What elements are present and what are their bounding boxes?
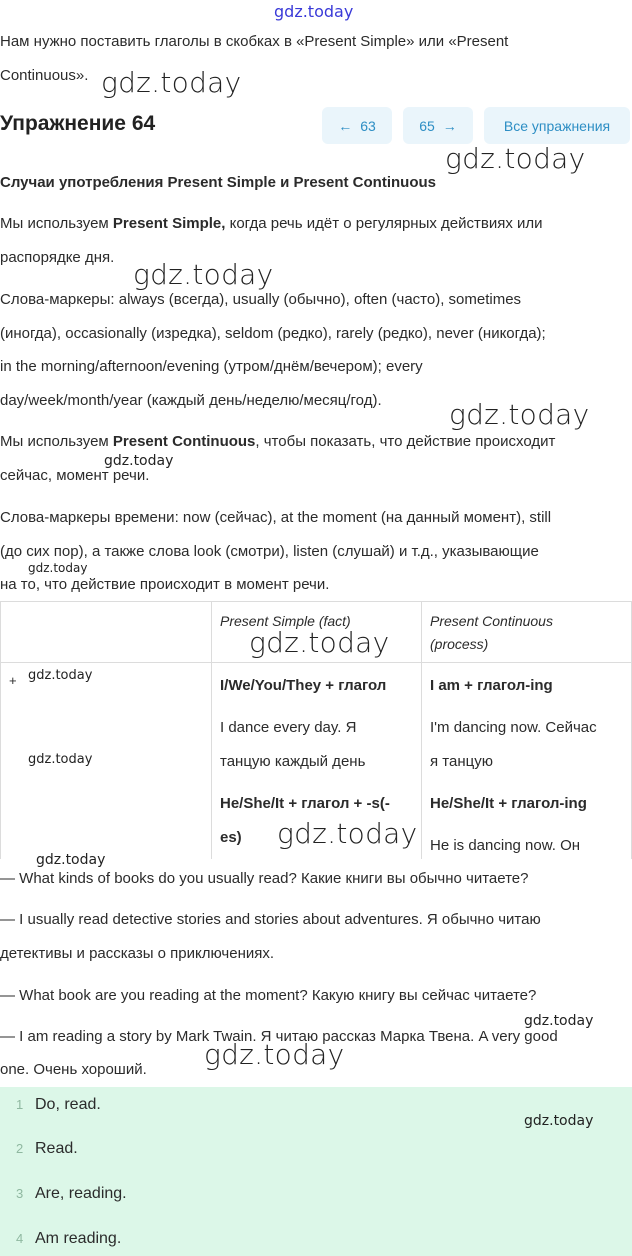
watermark: gdz.today <box>28 561 88 575</box>
watermark: gdz.today <box>249 626 390 659</box>
watermark: gdz.today <box>204 1038 345 1071</box>
watermark: gdz.today <box>101 66 242 99</box>
dialogue-line: — What book are you reading at the moment? Какую книгу вы сейчас читаете? <box>0 987 537 1004</box>
present-continuous-usage-cont: сейчас, момент речи. <box>0 467 150 484</box>
dialogue-line: детективы и рассказы о приключениях. <box>0 945 275 962</box>
present-simple-usage-cont: распорядке дня. <box>0 249 115 266</box>
watermark: gdz.today <box>445 142 586 175</box>
present-continuous-cell: I am + глагол-ing I'm dancing now. Сейчас я танцую He/She/It + глагол-ing He is dancing now. Он <box>422 663 632 864</box>
table-header-empty <box>1 602 212 663</box>
all-exercises-label: Все упражнения <box>503 117 611 134</box>
prev-exercise-label: 63 <box>360 117 376 134</box>
answer-item: 2 Read. <box>16 1140 78 1157</box>
answer-item: 4 Am reading. <box>16 1230 122 1247</box>
watermark: gdz.today <box>133 258 274 291</box>
present-continuous-usage: Мы используем Present Continuous, чтобы показать, что действие происходит <box>0 433 556 450</box>
dialogue-line: one. Очень хороший. <box>0 1061 147 1078</box>
table-row-label: + <box>1 663 212 864</box>
watermark: gdz.today <box>524 1013 594 1029</box>
answer-item: 1 Do, read. <box>16 1096 101 1113</box>
intro-line-2: Continuous». <box>0 67 89 84</box>
markers-line: day/week/month/year (каждый день/неделю/месяц/год). <box>0 392 382 409</box>
watermark-top: gdz.today <box>274 2 354 21</box>
table-header-present-simple: Present Simple (fact) <box>212 602 422 663</box>
all-exercises-button[interactable] <box>484 107 630 144</box>
arrow-left-icon: ← <box>338 117 353 134</box>
markers-line: (иногда), occasionally (изредка), seldom (редко), rarely (редко), never (никогда); <box>0 325 546 342</box>
markers-line: in the morning/afternoon/evening (утром/днём/вечером); every <box>0 358 423 375</box>
present-simple-cell: I/We/You/They + глагол I dance every day. Я танцую каждый день He/She/It + глагол + -s(- es) <box>212 663 422 864</box>
arrow-right-icon: → <box>442 117 457 134</box>
watermark: gdz.today <box>524 1113 594 1129</box>
present-simple-usage: Мы используем Present Simple, когда речь идёт о регулярных действиях или <box>0 215 543 232</box>
page-title: Упражнение 64 <box>0 112 156 135</box>
watermark: gdz.today <box>449 398 590 431</box>
intro-line-1: Нам нужно поставить глаголы в скобках в «Present Simple» или «Present <box>0 33 509 50</box>
dialogue-line: — What kinds of books do you usually read? Какие книги вы обычно читаете? <box>0 870 529 887</box>
dialogue-line: — I usually read detective stories and stories about adventures. Я обычно читаю <box>0 911 541 928</box>
next-exercise-button[interactable] <box>403 107 473 144</box>
markers2-line: Слова-маркеры времени: now (сейчас), at the moment (на данный момент), still <box>0 509 552 526</box>
markers2-line: на то, что действие происходит в момент речи. <box>0 576 330 593</box>
watermark: gdz.today <box>28 668 93 683</box>
markers2-line: (до сих пор), а также слова look (смотри), listen (слушай) и т.д., указывающие <box>0 543 539 560</box>
theory-subtitle: Случаи употребления Present Simple и Present Continuous <box>0 174 436 191</box>
prev-exercise-button[interactable] <box>322 107 392 144</box>
watermark: gdz.today <box>36 852 106 868</box>
watermark: gdz.today <box>104 453 174 469</box>
watermark: gdz.today <box>28 752 93 767</box>
answer-item: 3 Are, reading. <box>16 1185 127 1202</box>
markers-line: Слова-маркеры: always (всегда), usually (обычно), often (часто), sometimes <box>0 291 522 308</box>
dialogue-line: — I am reading a story by Mark Twain. Я читаю рассказ Марка Твена. A very good <box>0 1028 558 1045</box>
watermark: gdz.today <box>277 817 418 850</box>
table-header-present-continuous: Present Continuous (process) <box>422 602 632 663</box>
next-exercise-label: 65 <box>419 117 435 134</box>
